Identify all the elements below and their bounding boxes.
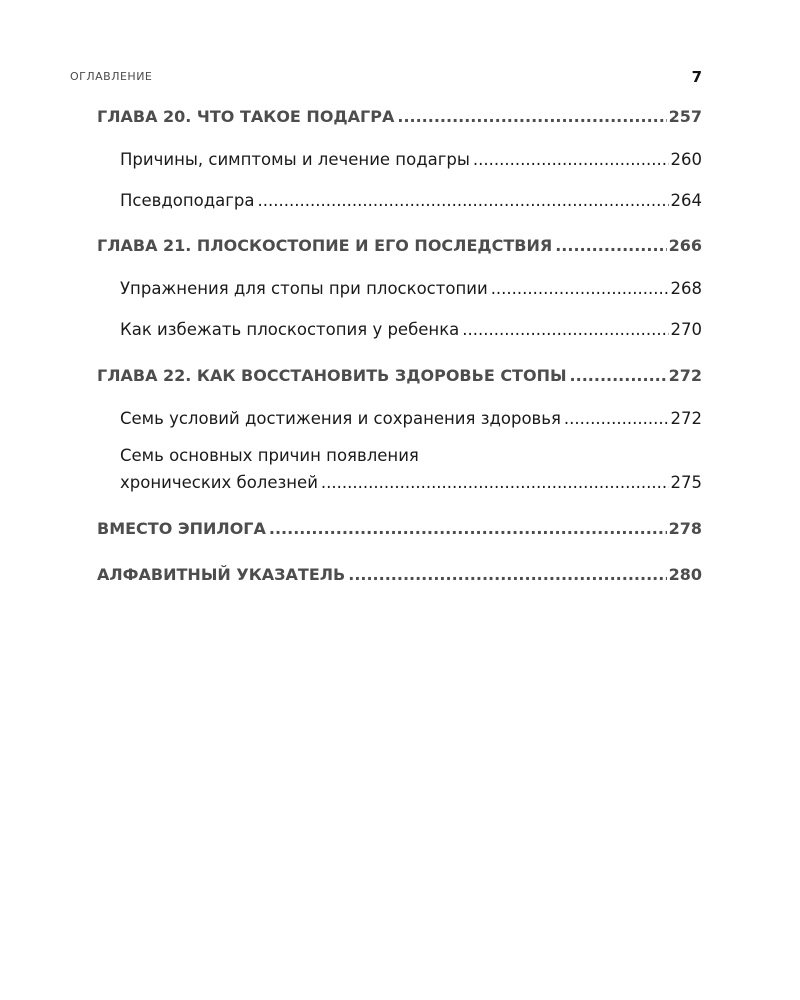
toc-entry-title: Псевдоподагра	[120, 191, 255, 210]
dot-leader	[397, 107, 666, 126]
toc-entry-page: 278	[668, 519, 702, 538]
dot-leader	[564, 409, 669, 428]
toc-section-pseudogout[interactable]	[97, 186, 702, 210]
dot-leader	[491, 279, 669, 298]
toc-section-seven-conditions[interactable]	[97, 404, 702, 428]
toc-epilogue[interactable]	[97, 514, 702, 538]
toc-entry-page: 260	[670, 150, 702, 169]
dot-leader	[321, 473, 669, 492]
toc-entry-continuation	[120, 468, 702, 492]
dot-leader	[462, 320, 668, 339]
running-head: ОГЛАВЛЕНИЕ	[70, 70, 153, 83]
dot-leader	[269, 519, 667, 538]
toc-index[interactable]	[97, 560, 702, 584]
toc-section-seven-causes[interactable]	[97, 446, 702, 492]
toc-entry-title: ВМЕСТО ЭПИЛОГА	[97, 519, 266, 538]
table-of-contents	[97, 100, 702, 584]
toc-section-child-flatfoot[interactable]	[97, 315, 702, 339]
toc-entry-page: 268	[670, 279, 702, 298]
toc-entry-page: 272	[668, 366, 702, 385]
toc-entry-page: 270	[670, 320, 702, 339]
toc-entry-title-line1: Семь основных причин появления	[120, 446, 419, 465]
toc-chapter-20[interactable]	[97, 102, 702, 126]
dot-leader	[258, 191, 669, 210]
toc-entry-title-line2: хронических болезней	[120, 473, 318, 492]
toc-section-gout-causes[interactable]	[97, 145, 702, 169]
toc-entry-page: 266	[668, 236, 702, 255]
toc-entry-title: Причины, симптомы и лечение подагры	[120, 150, 470, 169]
toc-entry-page: 264	[670, 191, 702, 210]
toc-entry-title: ГЛАВА 21. ПЛОСКОСТОПИЕ И ЕГО ПОСЛЕДСТВИЯ	[97, 236, 553, 255]
toc-entry-page: 280	[668, 565, 702, 584]
toc-chapter-21[interactable]	[97, 231, 702, 255]
toc-chapter-22[interactable]	[97, 361, 702, 385]
toc-entry-title: ГЛАВА 22. КАК ВОССТАНОВИТЬ ЗДОРОВЬЕ СТОПЫ	[97, 366, 567, 385]
toc-entry-page: 275	[670, 473, 702, 492]
dot-leader	[570, 366, 667, 385]
page-header	[70, 68, 702, 88]
dot-leader	[348, 565, 666, 584]
toc-entry-title: ГЛАВА 20. ЧТО ТАКОЕ ПОДАГРА	[97, 107, 395, 126]
page-number: 7	[691, 68, 702, 86]
toc-entry-title: АЛФАВИТНЫЙ УКАЗАТЕЛЬ	[97, 565, 346, 584]
dot-leader	[473, 150, 669, 169]
toc-entry-title: Упражнения для стопы при плоскостопии	[120, 279, 488, 298]
toc-entry-title: Семь условий достижения и сохранения здоровья	[120, 409, 561, 428]
toc-entry-title: Как избежать плоскостопия у ребенка	[120, 320, 460, 339]
toc-section-flatfoot-exercises[interactable]	[97, 274, 702, 298]
dot-leader	[555, 236, 666, 255]
toc-entry-page: 272	[670, 409, 702, 428]
toc-entry-page: 257	[668, 107, 702, 126]
